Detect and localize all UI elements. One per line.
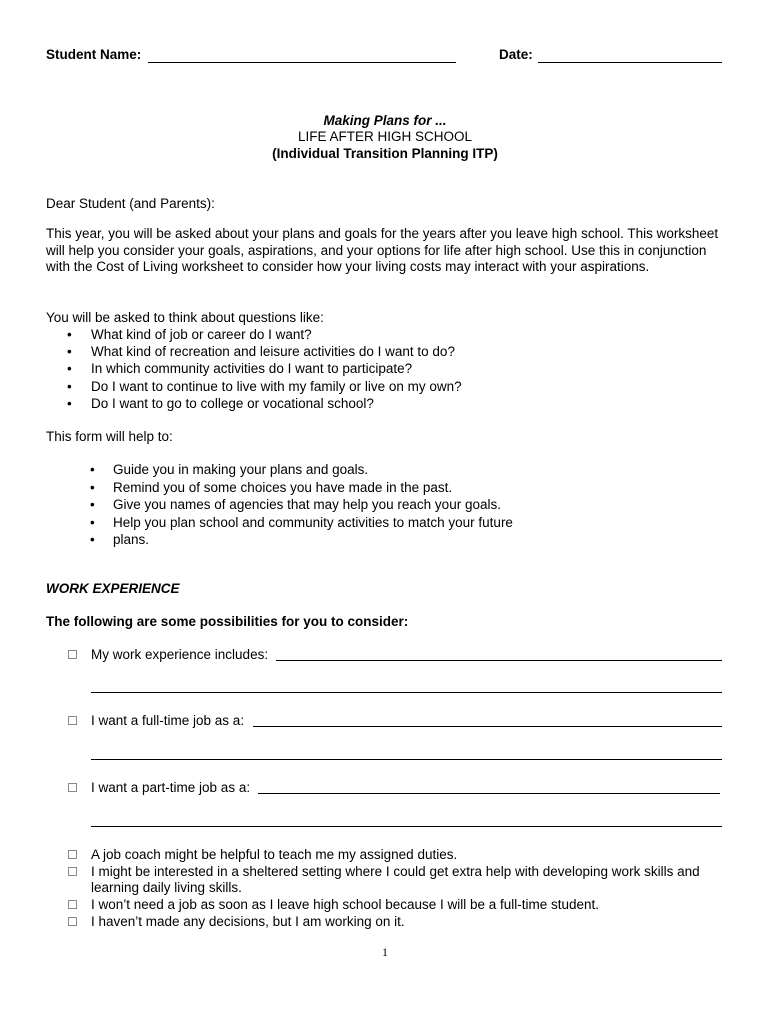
help-text: Help you plan school and community activities to match your future [113,515,513,530]
work-subheading: The following are some possibilities for you to consider: [46,614,409,629]
bullet-icon: • [90,480,95,495]
full-time-job-label: I want a full-time job as a: [91,713,245,728]
checkbox[interactable] [68,716,77,725]
bullet-icon: • [90,462,95,477]
checkbox[interactable] [68,917,77,926]
work-experience-label: My work experience includes: [91,647,269,662]
bullet-icon: • [67,396,72,411]
title-line-1: Making Plans for ... [323,113,447,128]
questions-lead: You will be asked to think about questions like: [46,310,324,325]
date-label: Date: [499,47,533,62]
checkbox[interactable] [68,900,77,909]
checkbox[interactable] [68,867,77,876]
date-field[interactable] [538,62,722,63]
work-experience-field-line-2[interactable] [91,692,722,693]
part-time-job-field[interactable] [258,793,720,794]
checkbox[interactable] [68,650,77,659]
question-text: What kind of recreation and leisure activities do I want to do? [91,344,455,359]
part-time-job-field-line-2[interactable] [91,826,722,827]
question-text: In which community activities do I want to participate? [91,361,413,376]
help-text: Guide you in making your plans and goals. [113,462,369,477]
full-time-job-field[interactable] [253,726,722,727]
option-text: A job coach might be helpful to teach me my assigned duties. [91,847,458,862]
help-text: plans. [113,532,150,547]
full-time-job-field-line-2[interactable] [91,759,722,760]
student-name-field[interactable] [148,62,456,63]
option-text: I haven’t made any decisions, but I am working on it. [91,914,405,929]
intro-paragraph: This year, you will be asked about your plans and goals for the years after you leave high school. This worksheet will help you consider your goals, aspirations, and your options for life after high school. Use this in conjunction with the Cost of Living worksheet to consider how your living costs may interact with your aspirations. [46,226,719,274]
work-experience-field[interactable] [276,660,722,661]
form-help-lead: This form will help to: [46,429,173,444]
question-text: Do I want to go to college or vocational school? [91,396,374,411]
title-line-3: (Individual Transition Planning ITP) [272,146,498,161]
bullet-icon: • [90,532,95,547]
help-text: Give you names of agencies that may help you reach your goals. [113,497,501,512]
option-text-continued: learning daily living skills. [91,880,242,895]
bullet-icon: • [90,515,95,530]
bullet-icon: • [67,361,72,376]
greeting: Dear Student (and Parents): [46,196,215,211]
part-time-job-label: I want a part-time job as a: [91,780,251,795]
question-text: What kind of job or career do I want? [91,327,312,342]
help-text: Remind you of some choices you have made in the past. [113,480,453,495]
bullet-icon: • [67,379,72,394]
student-name-label: Student Name: [46,47,142,62]
bullet-icon: • [90,497,95,512]
work-heading: WORK EXPERIENCE [46,581,180,596]
option-text: I might be interested in a sheltered setting where I could get extra help with developing work skills and [91,864,700,879]
page-number: 1 [382,945,388,959]
question-text: Do I want to continue to live with my family or live on my own? [91,379,462,394]
bullet-icon: • [67,327,72,342]
checkbox[interactable] [68,850,77,859]
bullet-icon: • [67,344,72,359]
checkbox[interactable] [68,783,77,792]
title-line-2: LIFE AFTER HIGH SCHOOL [297,129,473,144]
option-text: I won’t need a job as soon as I leave high school because I will be a full-time student. [91,897,600,912]
